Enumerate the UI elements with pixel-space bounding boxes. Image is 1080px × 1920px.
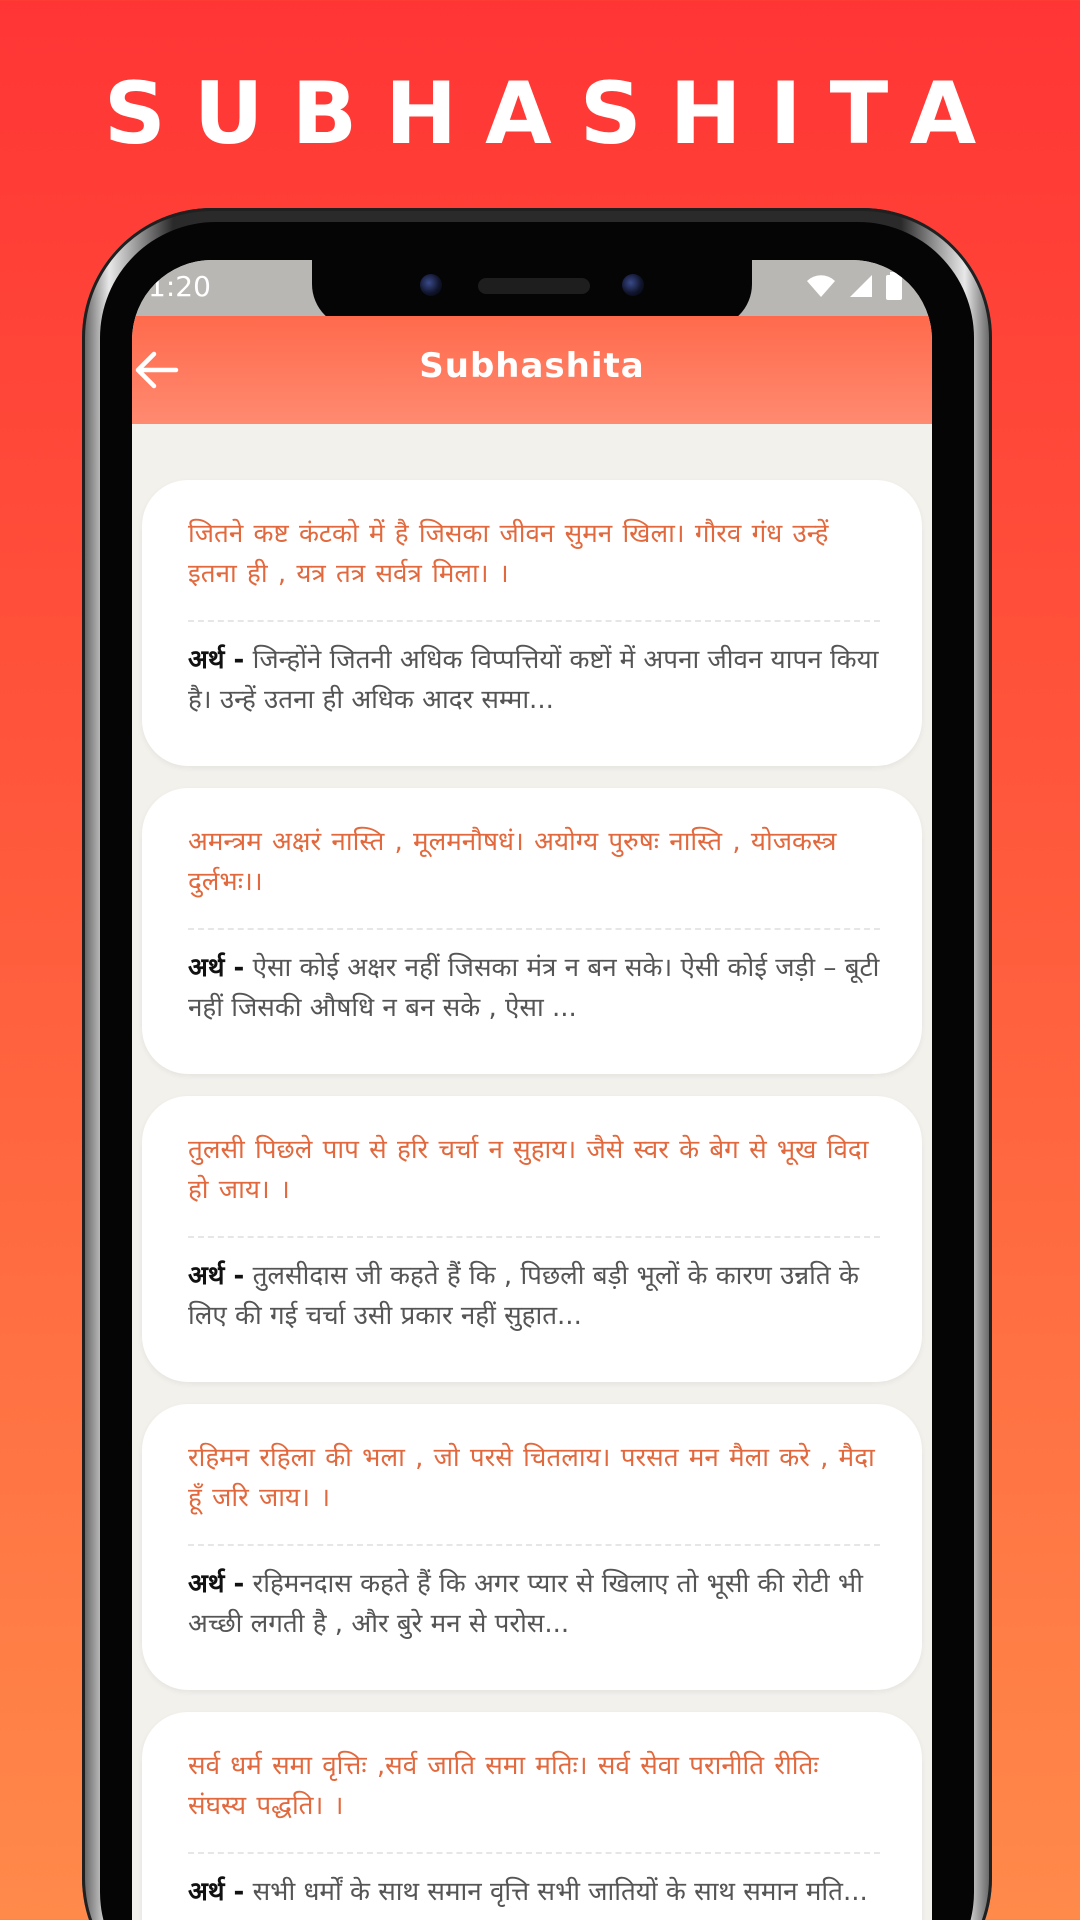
card-divider — [188, 928, 880, 930]
verse-text: रहिमन रहिला की भला , जो परसे चितलाय। परसत मन मैला करे , मैदा हूँ जरि जाय। । — [188, 1443, 875, 1513]
promo-title: SUBHASHITA — [103, 64, 1005, 164]
subhashita-card[interactable] — [142, 788, 922, 1074]
front-camera-icon — [420, 274, 442, 296]
meaning-body: सभी धर्मों के साथ समान वृत्ति सभी जातियों के साथ समान मति... — [252, 1877, 868, 1907]
card-divider — [188, 1236, 880, 1238]
verse-text: जितने कष्ट कंटको में है जिसका जीवन सुमन खिला। गौरव गंध उन्हें इतना ही , यत्र तत्र सर्वत्र मिला। । — [188, 519, 829, 589]
battery-icon — [886, 272, 902, 300]
app-bar — [132, 316, 932, 424]
meaning-label: अर्थ - — [188, 953, 245, 983]
phone-frame — [82, 208, 992, 1920]
earpiece-speaker — [478, 278, 590, 294]
meaning-body: रहिमनदास कहते हैं कि अगर प्यार से खिलाए तो भूसी की रोटी भी अच्छी लगती है , और बुरे मन से परोस... — [188, 1569, 863, 1639]
meaning-label: अर्थ - — [188, 1877, 245, 1907]
meaning-text — [188, 948, 880, 1030]
meaning-text — [188, 640, 880, 722]
meaning-body: तुलसीदास जी कहते हैं कि , पिछली बड़ी भूलों के कारण उन्नति के लिए की गई चर्चा उसी प्रकार नहीं सुहात... — [188, 1261, 859, 1331]
card-divider — [188, 1852, 880, 1854]
signal-icon — [848, 273, 874, 299]
meaning-body: ऐसा कोई अक्षर नहीं जिसका मंत्र न बन सके। ऐसी कोई जड़ी – बूटी नहीं जिसकी औषधि न बन सके , ऐसा ... — [188, 953, 880, 1023]
meaning-label: अर्थ - — [188, 1261, 245, 1291]
wifi-icon — [806, 273, 836, 299]
status-icons — [806, 272, 902, 300]
status-time: 1:20 — [148, 270, 211, 303]
card-divider — [188, 1544, 880, 1546]
meaning-label: अर्थ - — [188, 1569, 245, 1599]
card-divider — [188, 620, 880, 622]
meaning-label: अर्थ - — [188, 645, 245, 675]
subhashita-card[interactable] — [142, 1712, 922, 1920]
phone-screen — [132, 260, 932, 1920]
meaning-body: जिन्होंने जितनी अधिक विप्पत्तियों कष्टों में अपना जीवन यापन किया है। उन्हें उतना ही अधिक आदर सम्मा... — [188, 645, 879, 715]
sensor-icon — [622, 274, 644, 296]
verse-text: सर्व धर्म समा वृत्तिः ,सर्व जाति समा मतिः। सर्व सेवा परानीति रीतिः संघस्य पद्धति। । — [188, 1751, 819, 1821]
app-title: Subhashita — [419, 346, 645, 386]
subhashita-list — [142, 480, 922, 1920]
subhashita-card[interactable] — [142, 1096, 922, 1382]
subhashita-card[interactable] — [142, 1404, 922, 1690]
verse-text: तुलसी पिछले पाप से हरि चर्चा न सुहाय। जैसे स्वर के बेग से भूख विदा हो जाय। । — [188, 1135, 869, 1205]
subhashita-card[interactable] — [142, 480, 922, 766]
meaning-text — [188, 1256, 880, 1338]
verse-text: अमन्त्रम अक्षरं नास्ति , मूलमनौषधं। अयोग्य पुरुषः नास्ति , योजकस्त्र दुर्लभः।। — [188, 827, 837, 897]
meaning-text — [188, 1872, 880, 1920]
meaning-text — [188, 1564, 880, 1646]
